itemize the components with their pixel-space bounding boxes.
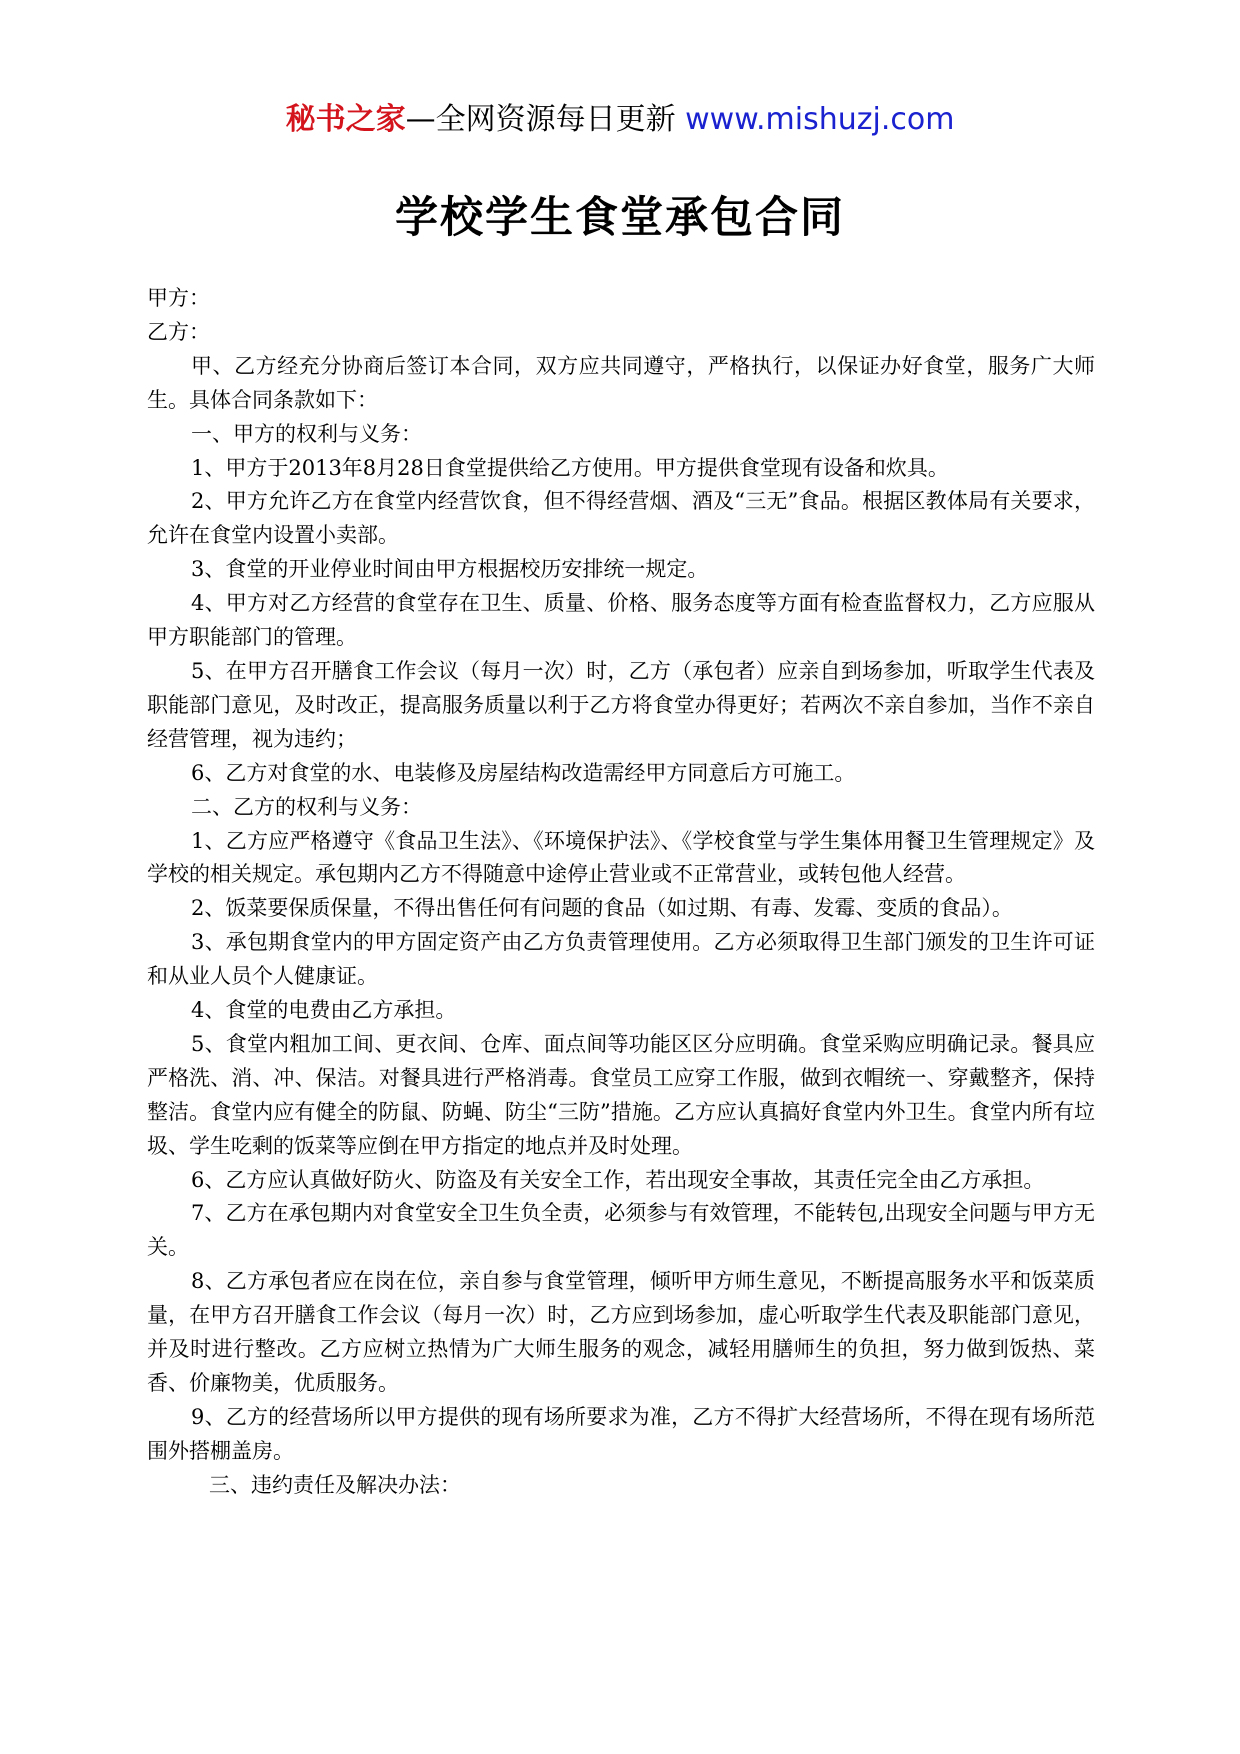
intro-paragraph: 甲、乙方经充分协商后签订本合同，双方应共同遵守，严格执行，以保证办好食堂，服务广大师生。具体合同条款如下： [147, 353, 1095, 412]
section-heading: 二、乙方的权利与义务： [191, 794, 422, 819]
clause-paragraph: 3、食堂的开业停业时间由甲方根据校历安排统一规定。 [191, 557, 709, 582]
clause-paragraph: 5、食堂内粗加工间、更衣间、仓库、面点间等功能区区分应明确。食堂采购应明确记录。餐具应严格洗、消、冲、保洁。对餐具进行严格消毒。食堂员工应穿工作服，做到衣帽统一、穿戴整齐，保持整洁。食堂内应有健全的防鼠、防蝇、防尘“三防”措施。乙方应认真搞好食堂内外卫生。食堂内所有垃圾、学生吃剩的饭菜等应倒在甲方指定的地点并及时处理。 [147, 1031, 1095, 1158]
clause-paragraph: 6、乙方对食堂的水、电装修及房屋结构改造需经甲方同意后方可施工。 [191, 760, 856, 785]
clause-paragraph: 6、乙方应认真做好防火、防盗及有关安全工作，若出现安全事故，其责任完全由乙方承担。 [191, 1167, 1045, 1192]
party-b-line: 乙方： [147, 319, 210, 344]
clause-paragraph: 1、乙方应严格遵守《食品卫生法》、《环境保护法》、《学校食堂与学生集体用餐卫生管理规定》及学校的相关规定。承包期内乙方不得随意中途停止营业或不正常营业，或转包他人经营。 [147, 828, 1095, 887]
clause-paragraph: 2、饭菜要保质保量，不得出售任何有问题的食品（如过期、有毒、发霉、变质的食品）。 [191, 896, 1013, 921]
banner-slogan: —全网资源每日更新 [405, 102, 686, 137]
clause-paragraph: 1、甲方于2013年8月28日食堂提供给乙方使用。甲方提供食堂现有设备和炊具。 [191, 455, 949, 480]
site-banner [0, 98, 1240, 142]
clause-paragraph: 2、甲方允许乙方在食堂内经营饮食，但不得经营烟、酒及“三无”食品。根据区教体局有关要求，允许在食堂内设置小卖部。 [147, 489, 1095, 548]
clause-paragraph: 8、乙方承包者应在岗在位，亲自参与食堂管理，倾听甲方师生意见，不断提高服务水平和饭菜质量，在甲方召开膳食工作会议（每月一次）时，乙方应到场参加，虚心听取学生代表及职能部门意见，并及时进行整改。乙方应树立热情为广大师生服务的观念，减轻用膳师生的负担，努力做到饭热、菜香、价廉物美，优质服务。 [147, 1269, 1095, 1395]
party-a-line: 甲方： [147, 286, 210, 310]
clause-paragraph: 3、承包期食堂内的甲方固定资产由乙方负责管理使用。乙方必须取得卫生部门颁发的卫生许可证和从业人员个人健康证。 [147, 930, 1095, 989]
section-heading: 三、违约责任及解决办法： [209, 1472, 461, 1497]
clause-paragraph: 5、在甲方召开膳食工作会议（每月一次）时，乙方（承包者）应亲自到场参加，听取学生代表及职能部门意见，及时改正，提高服务质量以利于乙方将食堂办得更好；若两次不亲自参加，当作不亲自经营管理，视为违约； [147, 658, 1095, 751]
clause-paragraph: 4、食堂的电费由乙方承担。 [191, 998, 457, 1023]
section-heading: 一、甲方的权利与义务： [191, 421, 422, 446]
site-url-link[interactable]: www.mishuzj.com [685, 102, 955, 137]
clause-paragraph: 4、甲方对乙方经营的食堂存在卫生、质量、价格、服务态度等方面有检查监督权力，乙方应服从甲方职能部门的管理。 [147, 591, 1095, 650]
document-title: 学校学生食堂承包合同 [395, 193, 845, 243]
clause-paragraph: 7、乙方在承包期内对食堂安全卫生负全责，必须参与有效管理，不能转包,出现安全问题与甲方无关。 [147, 1201, 1095, 1260]
contract-body [147, 282, 1095, 1503]
brand-name: 秘书之家 [285, 102, 406, 137]
clause-paragraph: 9、乙方的经营场所以甲方提供的现有场所要求为准，乙方不得扩大经营场所，不得在现有场所范围外搭棚盖房。 [147, 1404, 1095, 1463]
